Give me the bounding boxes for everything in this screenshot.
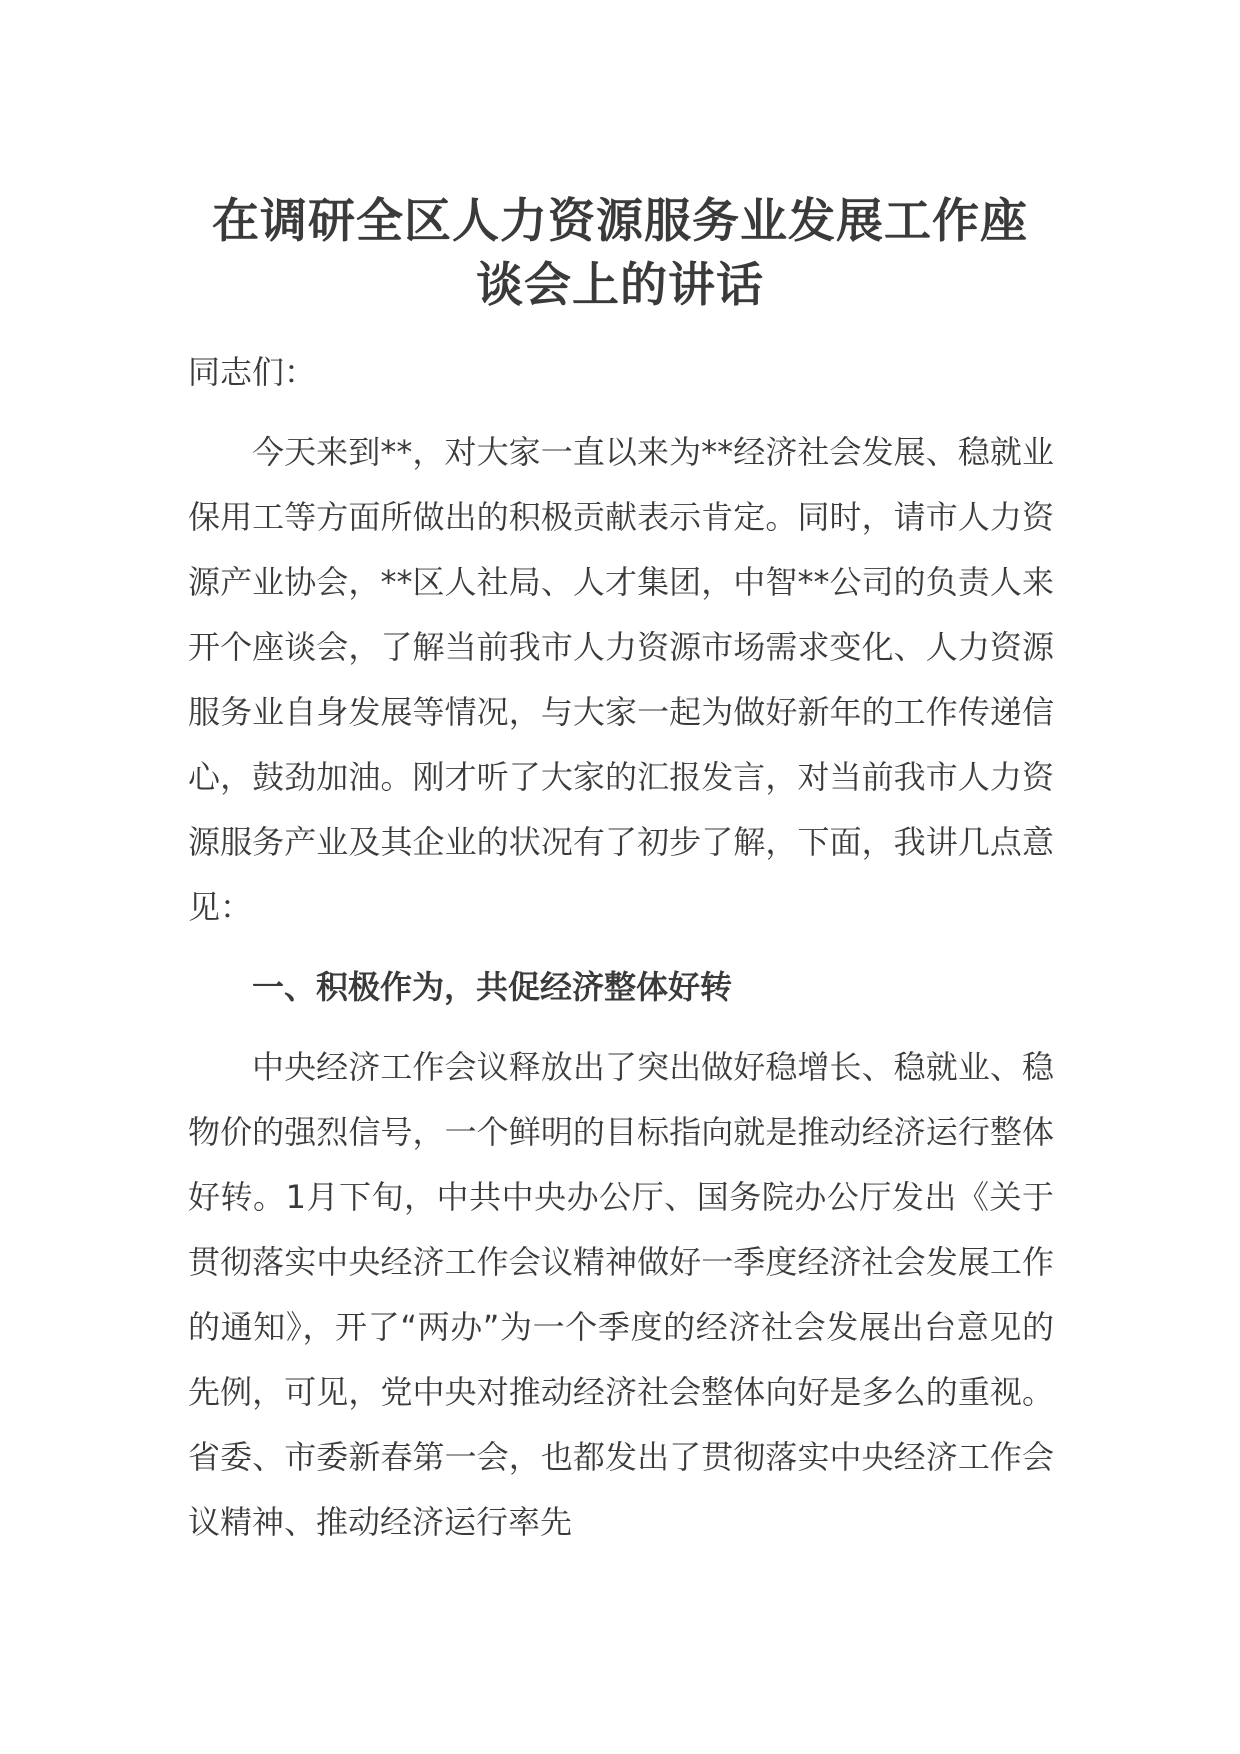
section-heading: 一、积极作为，共促经济整体好转 bbox=[252, 968, 733, 1006]
intro-paragraph: 今天来到**，对大家一直以来为**经济社会发展、稳就业保用工等方面所做出的积极贡献表示肯定。同时，请市人力资源产业协会，**区人社局、人才集团，中智**公司的负责人来开个座谈会，了解当前我市人力资源市场需求变化、人力资源服务业自身发展等情况，与大家一起为做好新年的工作传递信心，鼓劲加油。刚才听了大家的汇报发言，对当前我市人力资源服务产业及其企业的状况有了初步了解，下面，我讲几点意见： bbox=[188, 433, 1054, 926]
document-body bbox=[188, 340, 1054, 1555]
paragraph-gap bbox=[188, 405, 1054, 420]
paragraph-gap bbox=[188, 1020, 1054, 1035]
document-title: 在调研全区人力资源服务业发展工作座谈会上的讲话 bbox=[212, 194, 1028, 313]
salutation: 同志们： bbox=[188, 353, 317, 391]
section-paragraph: 中央经济工作会议释放出了突出做好稳增长、稳就业、稳物价的强烈信号，一个鲜明的目标指向就是推动经济运行整体好转。1月下旬，中共中央办公厅、国务院办公厅发出《关于贯彻落实中央经济工作会议精神做好一季度经济社会发展工作的通知》，开了“两办”为一个季度的经济社会发展出台意见的先例，可见，党中央对推动经济社会整体向好是多么的重视。省委、市委新春第一会，也都发出了贯彻落实中央经济工作会议精神、推动经济运行率先 bbox=[188, 1048, 1054, 1541]
paragraph-gap bbox=[188, 940, 1054, 955]
